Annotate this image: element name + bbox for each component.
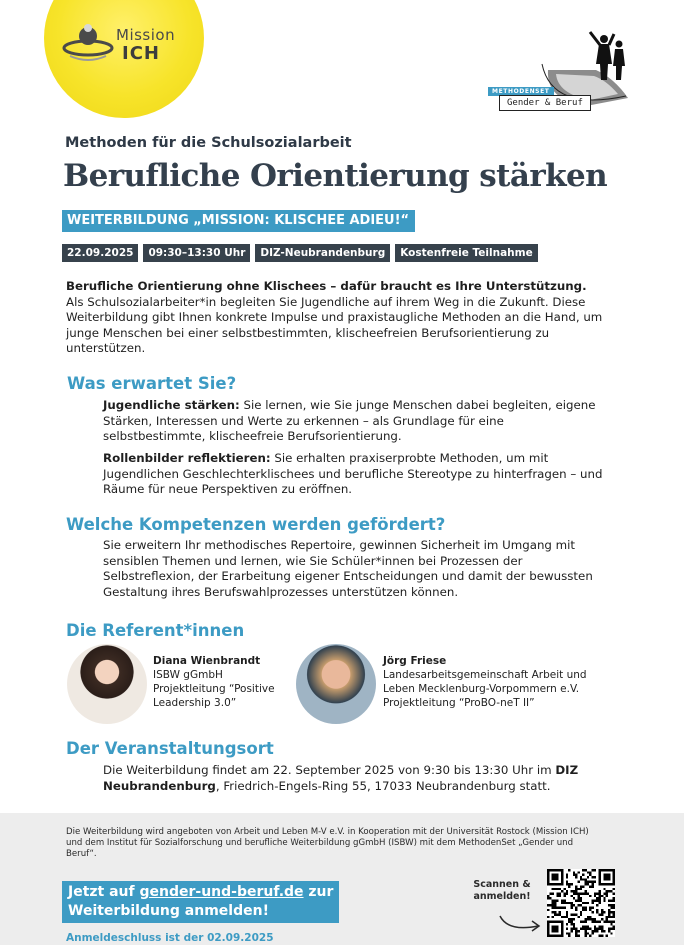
heading-erwartet: Was erwartet Sie? xyxy=(67,374,237,393)
registration-link[interactable]: gender-und-beruf.de xyxy=(139,884,304,900)
heading-ort: Der Veranstaltungsort xyxy=(66,739,274,758)
erwartet-item-2-text: Sie erhalten praxiserprobte Methoden, um mit Jugendlichen Geschlechterklischees und berufliche Stereotype zu hinterfragen – und Räume für neue Perspektiven zu eröffnen. xyxy=(103,451,603,497)
referent-1 xyxy=(153,654,283,710)
erwartet-item-1-text: Sie lernen, wie Sie junge Menschen dabei begleiten, eigene Stärken, Interessen und Werte zu erkennen – als Grundlage für eine selbstbestimmte, klischeefreie Berufsorientierung. xyxy=(103,398,596,444)
kicker: Methoden für die Schulsozialarbeit xyxy=(65,135,352,151)
chip-cost: Kostenfreie Teilnahme xyxy=(395,244,537,262)
erwartet-item-2 xyxy=(103,451,603,498)
ort-text xyxy=(103,763,623,794)
erwartet-item-1 xyxy=(103,398,603,445)
heading-referenten: Die Referent*innen xyxy=(66,621,245,640)
erwartet-item-2-lead: Rollenbilder reflektieren: xyxy=(103,451,271,465)
referent-1-org: ISBW gGmbH xyxy=(153,669,223,681)
footer-note: Die Weiterbildung wird angeboten von Arbeit und Leben M-V e.V. in Kooperation mit der Universität Rostock (Mission ICH) und dem Institut für Sozialforschung und berufliche Weiterbildung gGmbH (ISBW) mit dem MethodenSet „Gender und Beruf“. xyxy=(66,827,589,860)
cta-pre: Jetzt auf xyxy=(68,884,140,900)
kompetenzen-text: Sie erweitern Ihr methodisches Repertoire, gewinnen Sicherheit im Umgang mit sensiblen Themen und lernen, wie Sie Schüler*innen bei Prozessen der Selbstreflexion, der Erarbeitung eigener Entscheidungen und damit der bewussten Gestaltung ihres Berufswahlprozesses unterstützen können. xyxy=(103,538,593,599)
avatar-joerg-friese xyxy=(296,644,376,724)
logo-ich-text: ICH xyxy=(122,43,160,64)
avatar-diana-wienbrandt xyxy=(67,644,147,724)
chip-date: 22.09.2025 xyxy=(62,244,138,262)
referent-2-org: Landesarbeitsgemeinschaft Arbeit und Leben Mecklenburg-Vorpommern e.V. xyxy=(383,669,587,695)
registration-deadline: Anmeldeschluss ist der 02.09.2025 xyxy=(66,932,274,944)
page-title: Berufliche Orientierung stärken xyxy=(63,158,608,194)
event-banner: WEITERBILDUNG „MISSION: KLISCHEE ADIEU!“ xyxy=(62,210,415,232)
intro-lead: Berufliche Orientierung ohne Klischees – dafür braucht es Ihre Unterstützung. xyxy=(66,279,587,293)
referent-1-role: Projektleitung “Positive Leadership 3.0” xyxy=(153,683,275,709)
cta-line2: Weiterbildung anmelden! xyxy=(68,903,269,919)
ort-post: , Friedrich-Engels-Ring 55, 17033 Neubrandenburg statt. xyxy=(215,778,551,793)
heading-kompetenzen: Welche Kompetenzen werden gefördert? xyxy=(66,515,446,534)
logo-mission-text: Mission xyxy=(116,26,176,44)
erwartet-item-1-lead: Jugendliche stärken: xyxy=(103,398,240,412)
registration-cta xyxy=(62,881,339,923)
referent-2 xyxy=(383,654,595,710)
curved-arrow-icon xyxy=(498,912,544,934)
referent-2-role: Projektleitung “ProBO-neT II” xyxy=(383,697,535,709)
ort-pre: Die Weiterbildung findet am 22. September 2025 von 9:30 bis 13:30 Uhr im xyxy=(103,763,556,777)
referent-1-name: Diana Wienbrandt xyxy=(153,655,261,667)
methodenset-tag: METHODENSET xyxy=(488,87,554,96)
event-info-chips xyxy=(62,244,538,262)
chip-location: DIZ-Neubrandenburg xyxy=(255,244,390,262)
referent-2-name: Jörg Friese xyxy=(383,655,447,667)
qr-code-icon[interactable] xyxy=(547,869,615,937)
scan-label: Scannen & anmelden! xyxy=(473,879,531,902)
hat-figure-icon xyxy=(60,18,116,66)
ort-venue: DIZ Neubrandenburg xyxy=(103,763,579,793)
intro-paragraph xyxy=(66,279,626,357)
chip-time: 09:30–13:30 Uhr xyxy=(143,244,250,262)
methodenset-name: Gender & Beruf xyxy=(499,95,591,111)
cta-post: zur xyxy=(303,884,334,900)
intro-text: Als Schulsozialarbeiter*in begleiten Sie Jugendliche auf ihrem Weg in die Zukunft. Diese Weiterbildung gibt Ihnen konkrete Impulse und praxistaugliche Methoden an die Hand, um junge Menschen bei einer selbstbestimmten, klischeefreien Berufsorientierung zu unterstützen. xyxy=(66,294,603,356)
